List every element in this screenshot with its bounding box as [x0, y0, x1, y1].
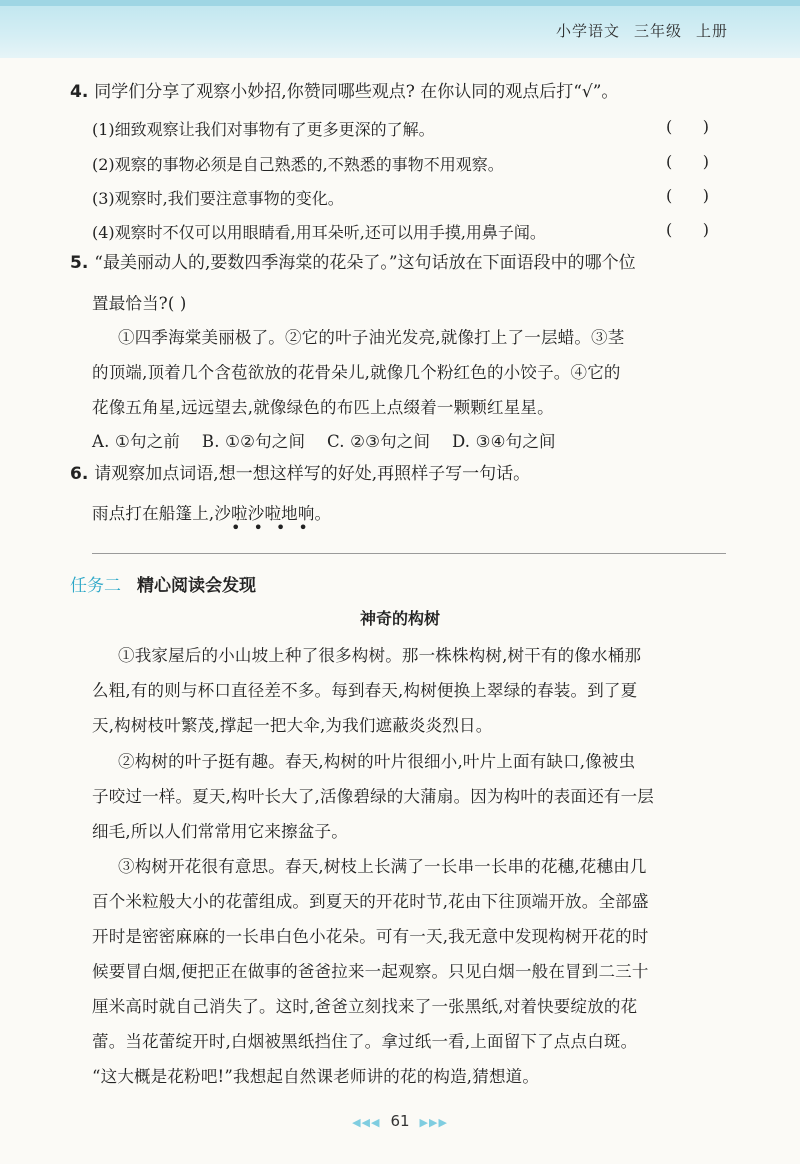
article-line: 百个米粒般大小的花蕾组成。到夏天的开花时节,花由下往顶端开放。全部盛: [92, 892, 649, 911]
section-divider: [92, 553, 726, 554]
passage-line-1: ①四季海棠美丽极了。②它的叶子油光发亮,就像打上了一层蜡。③茎: [118, 328, 625, 347]
task-heading: [70, 571, 256, 596]
book-header: [542, 20, 728, 41]
emphasis-dots: ••••: [231, 518, 321, 537]
question-4-option-1: (1)细致观察让我们对事物有了更多更深的了解。: [92, 120, 435, 139]
question-5: [70, 255, 636, 272]
answer-blank-4[interactable]: ( ): [666, 220, 709, 239]
question-4-option-3: (3)观察时,我们要注意事物的变化。: [92, 189, 344, 208]
answer-blank-2[interactable]: ( ): [666, 152, 709, 171]
example-sentence: 雨点打在船篷上,沙啦沙啦地响。: [92, 504, 332, 523]
question-4-number: 4.: [70, 82, 89, 102]
article-line: ①我家屋后的小山坡上种了很多构树。那一株株构树,树干有的像水桶那: [118, 646, 642, 665]
article-line: 子咬过一样。夏天,构叶长大了,活像碧绿的大蒲扇。因为构叶的表面还有一层: [92, 787, 654, 806]
article-title: 神奇的构树: [359, 609, 440, 628]
left-arrows-icon: ◀◀◀: [352, 1116, 381, 1129]
question-4: [70, 84, 618, 101]
passage-line-3: 花像五角星,远远望去,就像绿色的布匹上点缀着一颗颗红星星。: [92, 398, 554, 417]
article-line: 细毛,所以人们常常用它来擦盆子。: [92, 822, 348, 841]
question-5-line-2: 置最恰当?( ): [92, 294, 187, 313]
article-line: 蕾。当花蕾绽开时,白烟被黑纸挡住了。拿过纸一看,上面留下了点点白斑。: [92, 1032, 638, 1051]
question-6-number: 6.: [70, 464, 89, 484]
article-line: 开时是密密麻麻的一长串白色小花朵。可有一天,我无意中发现构树开花的时: [92, 927, 649, 946]
question-5-choices: A. ①句之前 B. ①②句之间 C. ②③句之间 D. ③④句之间: [92, 432, 556, 451]
question-6-text: 请观察加点词语,想一想这样写的好处,再照样子写一句话。: [94, 464, 531, 484]
page-footer: [0, 1112, 800, 1130]
passage-line-2: 的顶端,顶着几个含苞欲放的花骨朵儿,就像几个粉红色的小饺子。④它的: [92, 363, 621, 382]
question-4-option-2: (2)观察的事物必须是自己熟悉的,不熟悉的事物不用观察。: [92, 155, 504, 174]
answer-blank-3[interactable]: ( ): [666, 186, 709, 205]
article-line: 厘米高时就自己消失了。这时,爸爸立刻找来了一张黑纸,对着快要绽放的花: [92, 997, 638, 1016]
question-5-line-1: “最美丽动人的,要数四季海棠的花朵了。”这句话放在下面语段中的哪个位: [94, 253, 636, 273]
header-stripe: [0, 0, 800, 6]
task-tag: 任务二: [70, 576, 121, 596]
header-volume: 上册: [695, 22, 728, 40]
right-arrows-icon: ▶▶▶: [419, 1116, 448, 1129]
article-line: “这大概是花粉吧!”我想起自然课老师讲的花的构造,猜想道。: [92, 1067, 540, 1086]
header-subject: 小学语文: [555, 22, 620, 40]
article-line: 候要冒白烟,便把正在做事的爸爸拉来一起观察。只见白烟一般在冒到二三十: [92, 962, 649, 981]
article-line: ②构树的叶子挺有趣。春天,构树的叶片很细小,叶片上面有缺口,像被虫: [118, 752, 636, 771]
article-line: 么粗,有的则与杯口直径差不多。每到春天,构树便换上翠绿的春装。到了夏: [92, 681, 638, 700]
article-line: ③构树开花很有意思。春天,树枝上长满了一长串一长串的花穗,花穗由几: [118, 857, 647, 876]
question-5-number: 5.: [70, 253, 89, 273]
question-6: [70, 466, 530, 483]
task-title: 精心阅读会发现: [137, 576, 256, 596]
article-line: 天,构树枝叶繁茂,撑起一把大伞,为我们遮蔽炎炎烈日。: [92, 716, 493, 735]
question-4-text: 同学们分享了观察小妙招,你赞同哪些观点? 在你认同的观点后打“√”。: [94, 82, 619, 102]
question-4-option-4: (4)观察时不仅可以用眼睛看,用耳朵听,还可以用手摸,用鼻子闻。: [92, 223, 546, 242]
answer-blank-1[interactable]: ( ): [666, 117, 709, 136]
header-grade: 三年级: [633, 22, 682, 40]
page-number: 61: [390, 1112, 410, 1130]
